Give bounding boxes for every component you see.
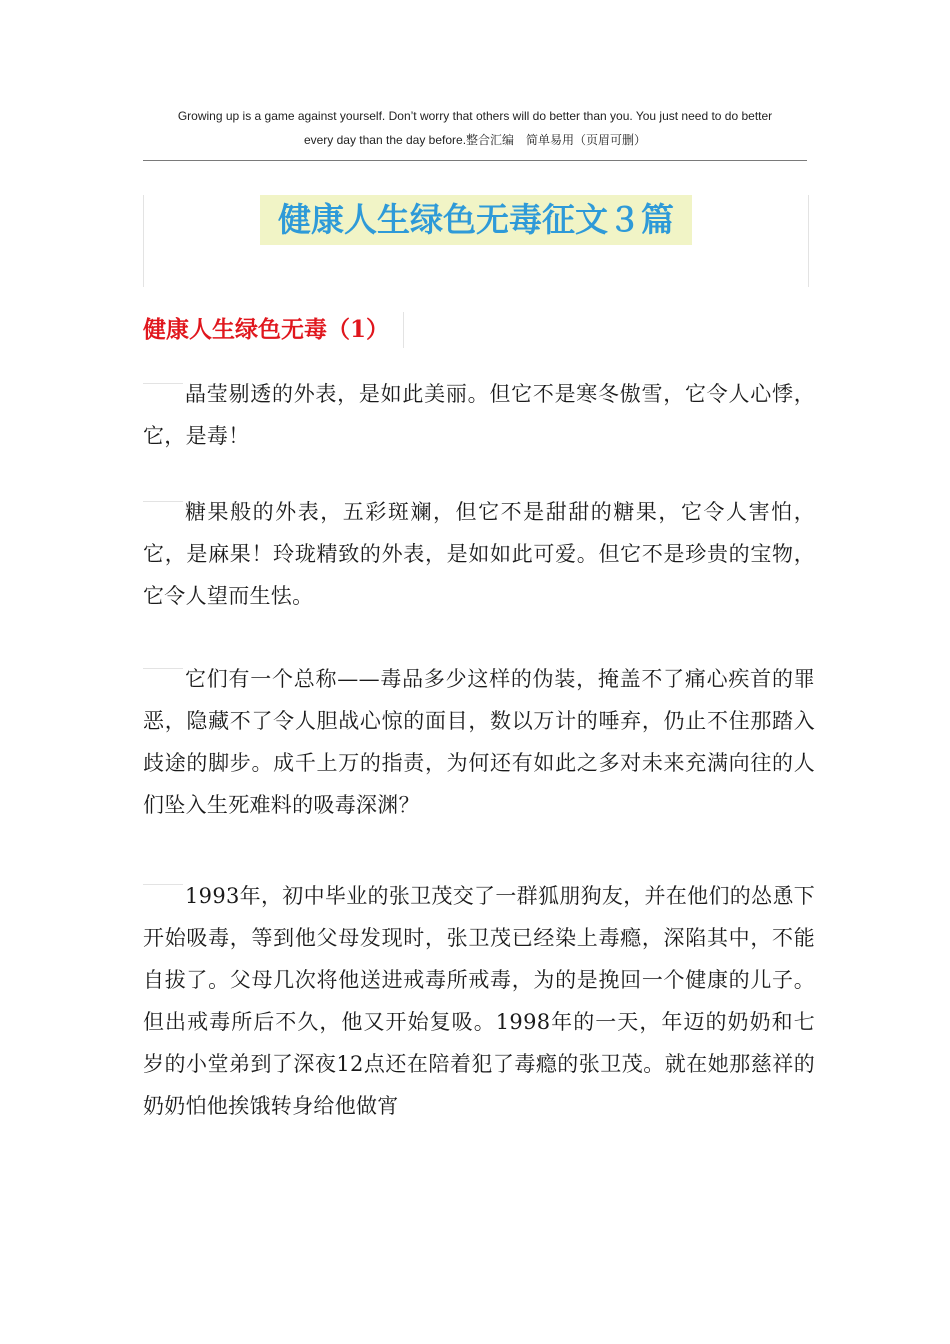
title-block xyxy=(143,195,809,287)
header-divider xyxy=(143,160,807,161)
header-line-2: every day than the day before.整合汇编 简单易用（页眉可删） xyxy=(303,133,647,147)
header-line-1: Growing up is a game against yourself. Don’t worry that others will do better than you. You just need to do better xyxy=(177,109,773,123)
paragraph-1: 晶莹剔透的外表，是如此美丽。但它不是寒冬傲雪，它令人心悸，它，是毒！ xyxy=(143,382,815,448)
paragraph-2: 糖果般的外表，五彩斑斓，但它不是甜甜的糖果，它令人害怕，它，是麻果！玲珑精致的外表，是如如此可爱。但它不是珍贵的宝物，它令人望而生怯。 xyxy=(143,500,815,608)
document-title: 健康人生绿色无毒征文３篇 xyxy=(260,195,692,245)
paragraph-4: 1993年，初中毕业的张卫茂交了一群狐朋狗友，并在他们的怂恿下开始吸毒，等到他父母发现时，张卫茂已经染上毒瘾，深陷其中，不能自拔了。父母几次将他送进戒毒所戒毒，为的是挽回一个健康的儿子。但出戒毒所后不久，他又开始复吸。1998年的一天，年迈的奶奶和七岁的小堂弟到了深夜12点还在陪着犯了毒瘾的张卫茂。就在她那慈祥的奶奶怕他挨饿转身给他做宵 xyxy=(143,884,815,1118)
page-header xyxy=(143,104,807,152)
paragraph-3: 它们有一个总称——毒品多少这样的伪装，掩盖不了痛心疾首的罪恶，隐藏不了令人胆战心惊的面目，数以万计的唾弃，仍止不住那踏入歧途的脚步。成千上万的指责，为何还有如此之多对未来充满向往的人们坠入生死难料的吸毒深渊？ xyxy=(143,667,815,817)
section-title: 健康人生绿色无毒（1） xyxy=(143,312,404,348)
